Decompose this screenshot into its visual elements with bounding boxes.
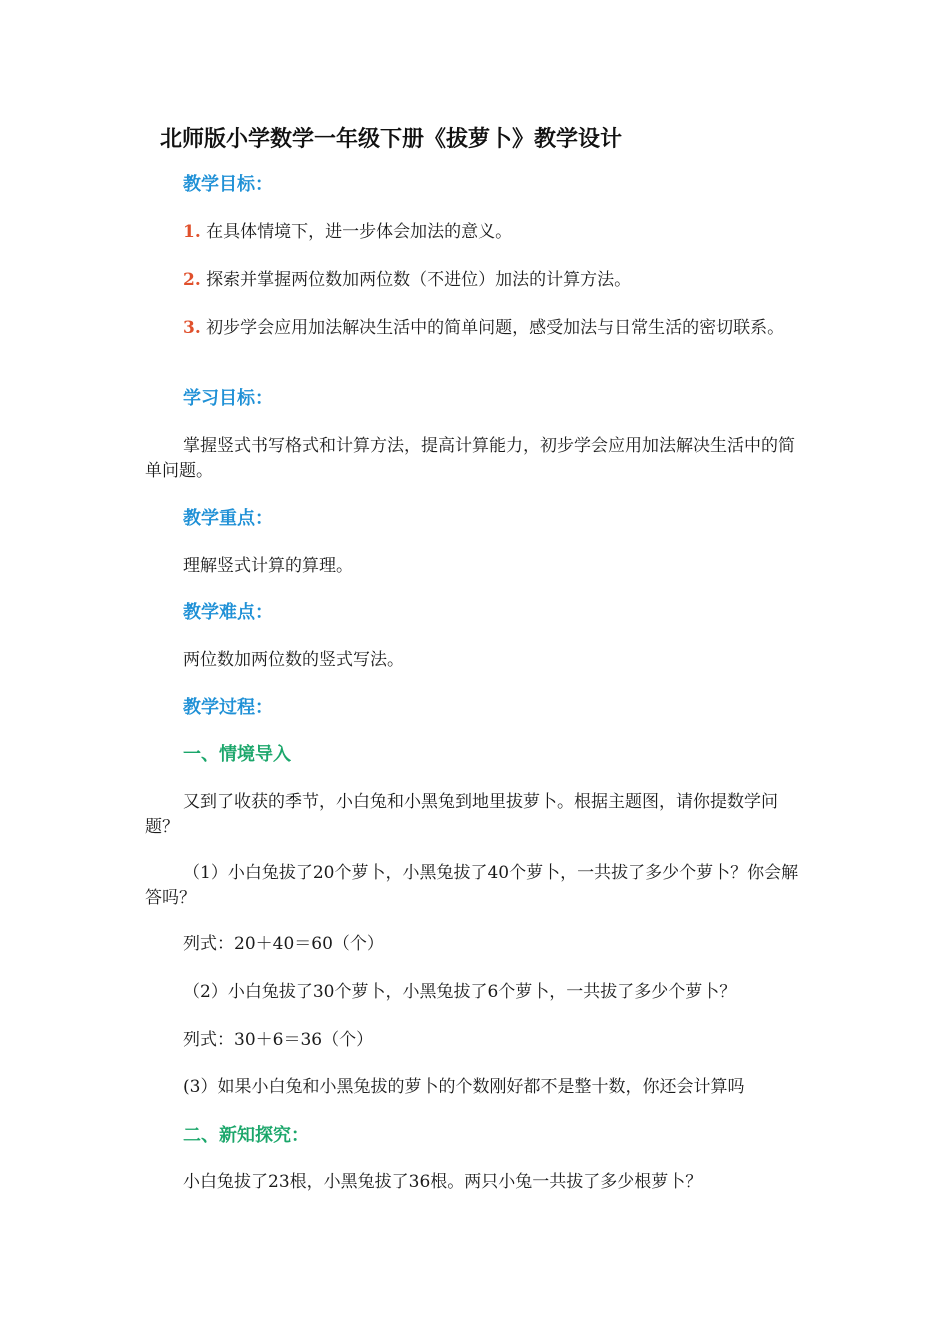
heading-teaching-objectives: 教学目标：: [183, 174, 273, 195]
heading-key-point: 教学重点：: [183, 508, 273, 529]
heading-difficulty: 教学难点：: [183, 602, 273, 623]
key-point-text: 理解竖式计算的算理。: [183, 556, 353, 576]
objective-item-2: [145, 268, 810, 293]
section-2-text: 小白兔拔了23根，小黑兔拔了36根。两只小兔一共拔了多少根萝卜？: [183, 1172, 703, 1192]
formula-1: 列式：20＋40＝60（个）: [183, 934, 384, 954]
objective-text: 探索并掌握两位数加两位数（不进位）加法的计算方法。: [206, 270, 632, 290]
objective-item-3: [145, 316, 810, 341]
question-3: (3）如果小白兔和小黑兔拔的萝卜的个数刚好都不是整十数，你还会计算吗: [183, 1077, 745, 1097]
heading-learning-objectives: 学习目标：: [183, 388, 273, 409]
question-1: （1）小白兔拔了20个萝卜，小黑兔拔了40个萝卜，一共拔了多少个萝卜？你会解答吗？: [145, 863, 799, 908]
objective-number: 1.: [183, 222, 201, 242]
heading-teaching-process: 教学过程：: [183, 697, 273, 718]
objective-text: 在具体情境下，进一步体会加法的意义。: [206, 222, 513, 242]
question-2: （2）小白兔拔了30个萝卜，小黑兔拔了6个萝卜，一共拔了多少个萝卜？: [183, 982, 737, 1002]
objective-text: 初步学会应用加法解决生活中的简单问题，感受加法与日常生活的密切联系。: [206, 318, 785, 338]
learning-objectives-text: 掌握竖式书写格式和计算方法，提高计算能力，初步学会应用加法解决生活中的简单问题。: [145, 436, 795, 481]
section-1-intro: 又到了收获的季节，小白兔和小黑兔到地里拔萝卜。根据主题图，请你提数学问题？: [145, 792, 778, 837]
document-title: 北师版小学数学一年级下册《拔萝卜》教学设计: [160, 127, 623, 152]
objective-item-1: [145, 220, 810, 245]
difficulty-text: 两位数加两位数的竖式写法。: [183, 650, 404, 670]
formula-2: 列式：30＋6＝36（个）: [183, 1030, 374, 1050]
heading-section-2: 二、新知探究：: [183, 1125, 309, 1146]
objective-number: 3.: [183, 318, 201, 338]
objective-number: 2.: [183, 270, 201, 290]
heading-section-1: 一、情境导入: [183, 744, 291, 765]
